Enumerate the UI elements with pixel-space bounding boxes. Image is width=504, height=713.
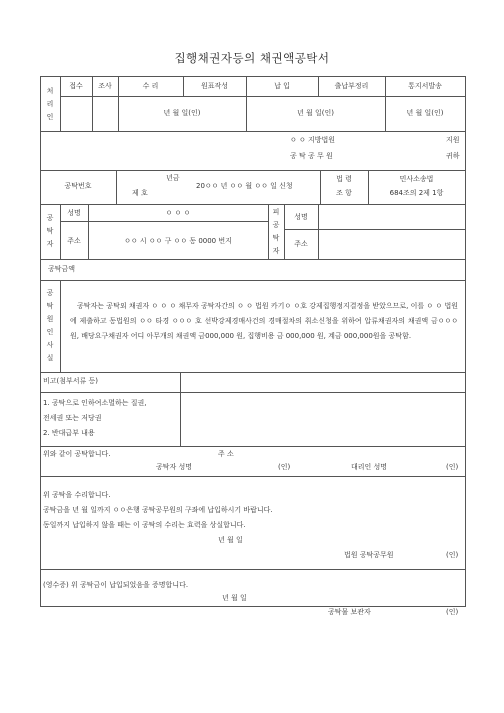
header-ledger: 원표작성	[200, 82, 229, 90]
border-left	[40, 76, 41, 606]
header-acceptance: 수 리	[142, 82, 159, 90]
deposit-form	[40, 76, 465, 616]
deposit-date: 년 월 일(인)	[297, 109, 334, 117]
law-label-2: 조 항	[336, 189, 352, 197]
depositor-label: 공 탁 자	[46, 214, 54, 248]
acceptance-seal: (인)	[446, 551, 459, 559]
acceptance-line-1: 위 공탁을 수리합니다.	[43, 491, 111, 499]
deposit-year-label: 년금	[166, 174, 180, 182]
law-value-2: 684조의 2제 1항	[389, 189, 444, 197]
header-investigation: 조사	[98, 82, 112, 90]
header-deposit: 납 입	[274, 82, 290, 90]
deposit-number-label: 공탁번호	[64, 182, 92, 190]
notes-line-1: 1. 공탁으로 인하여소멸하는 질권,	[43, 399, 147, 407]
depositor-address: ㅇㅇ 시 ㅇㅇ 구 ㅇㅇ 동 0000 번지	[124, 237, 232, 245]
application-statement: 위와 같이 공탁합니다.	[43, 450, 111, 458]
document-title: 집행채권자등의 채권액공탁서	[174, 51, 330, 65]
header-receipt: 접수	[69, 82, 83, 90]
notes-line-2: 전세권 또는 저당권	[43, 414, 102, 422]
depositor-name-label: 성명	[67, 209, 81, 217]
court-suffix: 지원	[446, 136, 460, 144]
depositor-name: ㅇ ㅇ ㅇ	[165, 209, 191, 217]
application-depositor-seal: (인)	[278, 463, 291, 471]
acceptance-date: 년 월 일(인)	[163, 109, 201, 117]
acceptance-line-2: 공탁금을 년 월 일까지 ㅇㅇ은행 공탁공무원의 구좌에 납입하시기 바랍니다.	[43, 506, 273, 514]
header-payout-check: 출납부정리	[334, 82, 369, 90]
border-bottom	[40, 606, 465, 607]
notes-line-3: 2. 반대급부 내용	[43, 429, 95, 437]
application-address-label: 주 소	[218, 450, 234, 458]
border-right	[465, 76, 466, 607]
deposit-no-label: 제 호	[132, 189, 148, 197]
acceptance-signer: 법원 공탁공무원	[344, 551, 394, 559]
notice-date: 년 월 일(인)	[406, 109, 444, 117]
officer-suffix: 귀하	[446, 152, 460, 160]
depositor-address-label: 주소	[67, 237, 81, 245]
acceptance-line-3: 동일까지 납입하지 않을 때는 이 공탁의 수리는 효력을 상실합니다.	[43, 521, 246, 529]
cause-text: 공탁자는 공탁외 채권자 ㅇ ㅇ ㅇ 채무자 공탁자간의 ㅇ ㅇ 법원 카기ㅇ ㅇ호 강제집행정지결정을 받았으므로, 이를 ㅇ ㅇ 법원에 제출하고 동법원의 ㅇㅇ 타경 ㅇㅇㅇ 호 선박강제경매사건의 경매절차의 취소신청을 위하여 압류채권자의 채권액 금ㅇㅇㅇ원, 배당요구채권자 어디 아무개의 채권액 금000,000 원, 집행비용 금 000,000 원, 계금 000,000원을 공탁함.	[70, 302, 458, 340]
law-label-1: 법 령	[336, 175, 352, 183]
processing-label: 처 리 인	[46, 87, 54, 121]
remarks-label: 비고(첨부서류 등)	[43, 377, 99, 385]
receipt-seal: (인)	[446, 608, 459, 616]
receipt-signer: 공탁물 보관자	[328, 608, 371, 616]
header-notice: 통지서발송	[408, 82, 442, 90]
law-value-1: 민사소송법	[399, 175, 434, 183]
application-depositor-label: 공탁자 성명	[156, 463, 193, 471]
application-agent-label: 대리인 성명	[351, 463, 388, 471]
officer-title: 공 탁 공 무 원	[290, 152, 333, 160]
depositee-address-label: 주소	[294, 240, 308, 248]
acceptance-date-line: 년 월 일	[218, 536, 243, 544]
depositee-name-label: 성명	[294, 213, 308, 221]
court-name: ㅇ ㅇ 지방법원	[290, 136, 336, 144]
receipt-date-line: 년 월 일	[222, 594, 247, 602]
application-date: 20ㅇㅇ 년 ㅇㅇ 월 ㅇㅇ 일 신청	[196, 182, 293, 190]
application-agent-seal: (인)	[446, 463, 459, 471]
depositee-label: 피 공 탁 자	[272, 208, 280, 255]
cause-label: 공 탁 원 인 사 실	[46, 289, 54, 362]
border-top	[40, 76, 465, 77]
amount-label: 공탁금액	[48, 265, 76, 273]
receipt-line-1: (영수증) 위 공탁금이 납입되었음을 증명합니다.	[43, 581, 189, 589]
